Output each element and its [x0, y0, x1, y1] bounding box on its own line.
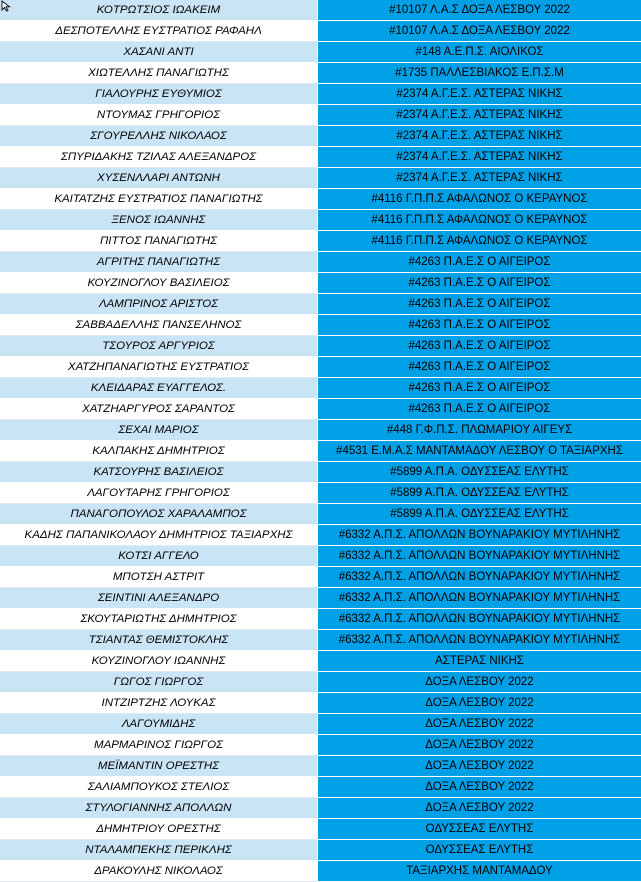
player-name-cell[interactable]: ΣΚΟΥΤΑΡΙΩΤΗΣ ΔΗΜΗΤΡΙΟΣ: [0, 609, 318, 630]
club-name-cell[interactable]: #6332 Α.Π.Σ. ΑΠΟΛΛΩΝ ΒΟΥΝΑΡΑΚΙΟΥ ΜΥΤΙΛΗΝΗΣ: [318, 546, 641, 567]
club-name-cell[interactable]: #5899 Α.Π.Α. ΟΔΥΣΣΕΑΣ ΕΛΥΤΗΣ: [318, 483, 641, 504]
table-row[interactable]: [0, 399, 641, 420]
table-row[interactable]: [0, 147, 641, 168]
club-name-cell[interactable]: #2374 Α.Γ.Ε.Σ. ΑΣΤΕΡΑΣ ΝΙΚΗΣ: [318, 147, 641, 168]
club-name-cell[interactable]: #1735 ΠΑΛΛΕΣΒΙΑΚΟΣ Ε.Π.Σ.Μ: [318, 63, 641, 84]
table-row[interactable]: [0, 252, 641, 273]
club-name-cell[interactable]: #4263 Π.Α.Ε.Σ Ο ΑΙΓΕΙΡΟΣ: [318, 399, 641, 420]
table-row[interactable]: [0, 315, 641, 336]
club-name-cell[interactable]: ΤΑΞΙΑΡΧΗΣ ΜΑΝΤΑΜΑΔΟΥ: [318, 861, 641, 882]
table-row[interactable]: [0, 210, 641, 231]
table-row[interactable]: [0, 336, 641, 357]
player-name-cell[interactable]: ΙΝΤΖΙΡΤΖΗΣ ΛΟΥΚΑΣ: [0, 693, 318, 714]
player-name-cell[interactable]: ΣΑΒΒΑΔΕΛΛΗΣ ΠΑΝΣΕΛΗΝΟΣ: [0, 315, 318, 336]
club-name-cell[interactable]: #4263 Π.Α.Ε.Σ Ο ΑΙΓΕΙΡΟΣ: [318, 336, 641, 357]
club-name-cell[interactable]: ΔΟΞΑ ΛΕΣΒΟΥ 2022: [318, 693, 641, 714]
table-row[interactable]: [0, 42, 641, 63]
table-row[interactable]: [0, 231, 641, 252]
player-name-cell[interactable]: ΣΤΥΛΟΓΙΑΝΝΗΣ ΑΠΟΛΛΩΝ: [0, 798, 318, 819]
mouse-pointer-icon: [1, 0, 11, 12]
player-name-cell[interactable]: ΧΙΩΤΕΛΛΗΣ ΠΑΝΑΓΙΩΤΗΣ: [0, 63, 318, 84]
club-name-cell[interactable]: ΑΣΤΕΡΑΣ ΝΙΚΗΣ: [318, 651, 641, 672]
table-row[interactable]: [0, 420, 641, 441]
table-row[interactable]: [0, 840, 641, 861]
club-name-cell[interactable]: #4116 Γ.Π.Π.Σ ΑΦΑΛΩΝΟΣ Ο ΚΕΡΑΥΝΟΣ: [318, 210, 641, 231]
table-row[interactable]: [0, 588, 641, 609]
table-row[interactable]: [0, 525, 641, 546]
player-name-cell[interactable]: ΜΕΪΜΑΝΤΙΝ ΟΡΕΣΤΗΣ: [0, 756, 318, 777]
table-row[interactable]: [0, 714, 641, 735]
player-name-cell[interactable]: ΣΕΙΝΤΙΝΙ ΑΛΕΞΑΝΔΡΟ: [0, 588, 318, 609]
table-row[interactable]: [0, 273, 641, 294]
player-name-cell[interactable]: ΣΓΟΥΡΕΛΛΗΣ ΝΙΚΟΛΑΟΣ: [0, 126, 318, 147]
table-row[interactable]: [0, 21, 641, 42]
player-name-cell[interactable]: ΚΑΙΤΑΤΖΗΣ ΕΥΣΤΡΑΤΙΟΣ ΠΑΝΑΓΙΩΤΗΣ: [0, 189, 318, 210]
player-name-cell[interactable]: ΓΩΓΟΣ ΓΙΩΡΓΟΣ: [0, 672, 318, 693]
player-name-cell[interactable]: ΧΑΣΑΝΙ ΑΝΤΙ: [0, 42, 318, 63]
table-row[interactable]: [0, 777, 641, 798]
table-row[interactable]: [0, 441, 641, 462]
club-name-cell[interactable]: #6332 Α.Π.Σ. ΑΠΟΛΛΩΝ ΒΟΥΝΑΡΑΚΙΟΥ ΜΥΤΙΛΗΝΗΣ: [318, 588, 641, 609]
club-name-cell[interactable]: #4116 Γ.Π.Π.Σ ΑΦΑΛΩΝΟΣ Ο ΚΕΡΑΥΝΟΣ: [318, 231, 641, 252]
player-name-cell[interactable]: ΔΕΣΠΟΤΕΛΛΗΣ ΕΥΣΤΡΑΤΙΟΣ ΡΑΦΑΗΛ: [0, 21, 318, 42]
club-name-cell[interactable]: ΔΟΞΑ ΛΕΣΒΟΥ 2022: [318, 672, 641, 693]
club-name-cell[interactable]: #10107 Λ.Α.Σ ΔΟΞΑ ΛΕΣΒΟΥ 2022: [318, 0, 641, 21]
player-name-cell[interactable]: ΛΑΓΟΥΤΑΡΗΣ ΓΡΗΓΟΡΙΟΣ: [0, 483, 318, 504]
club-name-cell[interactable]: ΔΟΞΑ ΛΕΣΒΟΥ 2022: [318, 714, 641, 735]
club-name-cell[interactable]: #6332 Α.Π.Σ. ΑΠΟΛΛΩΝ ΒΟΥΝΑΡΑΚΙΟΥ ΜΥΤΙΛΗΝΗΣ: [318, 630, 641, 651]
player-name-cell[interactable]: ΧΑΤΖΗΠΑΝΑΓΙΩΤΗΣ ΕΥΣΤΡΑΤΙΟΣ: [0, 357, 318, 378]
table-row[interactable]: [0, 672, 641, 693]
table-row[interactable]: [0, 798, 641, 819]
club-name-cell[interactable]: #4263 Π.Α.Ε.Σ Ο ΑΙΓΕΙΡΟΣ: [318, 252, 641, 273]
club-name-cell[interactable]: #4263 Π.Α.Ε.Σ Ο ΑΙΓΕΙΡΟΣ: [318, 294, 641, 315]
table-row[interactable]: [0, 756, 641, 777]
club-name-cell[interactable]: ΔΟΞΑ ΛΕΣΒΟΥ 2022: [318, 735, 641, 756]
player-name-cell[interactable]: ΜΠΟΤΣΗ ΑΣΤΡΙΤ: [0, 567, 318, 588]
player-name-cell[interactable]: ΣΕΧΑΙ ΜΑΡΙΟΣ: [0, 420, 318, 441]
player-name-cell[interactable]: ΓΙΑΛΟΥΡΗΣ ΕΥΘΥΜΙΟΣ: [0, 84, 318, 105]
table-row[interactable]: [0, 567, 641, 588]
club-name-cell[interactable]: #6332 Α.Π.Σ. ΑΠΟΛΛΩΝ ΒΟΥΝΑΡΑΚΙΟΥ ΜΥΤΙΛΗΝΗΣ: [318, 609, 641, 630]
club-name-cell[interactable]: #6332 Α.Π.Σ. ΑΠΟΛΛΩΝ ΒΟΥΝΑΡΑΚΙΟΥ ΜΥΤΙΛΗΝΗΣ: [318, 567, 641, 588]
table-row[interactable]: [0, 378, 641, 399]
club-name-cell[interactable]: #4263 Π.Α.Ε.Σ Ο ΑΙΓΕΙΡΟΣ: [318, 378, 641, 399]
player-name-cell[interactable]: ΝΤΑΛΑΜΠΕΚΗΣ ΠΕΡΙΚΛΗΣ: [0, 840, 318, 861]
club-name-cell[interactable]: ΟΔΥΣΣΕΑΣ ΕΛΥΤΗΣ: [318, 819, 641, 840]
table-row[interactable]: [0, 105, 641, 126]
player-name-cell[interactable]: ΤΣΟΥΡΟΣ ΑΡΓΥΡΙΟΣ: [0, 336, 318, 357]
player-name-cell[interactable]: ΔΡΑΚΟΥΛΗΣ ΝΙΚΟΛΑΟΣ: [0, 861, 318, 882]
player-name-cell[interactable]: ΚΟΥΖΙΝΟΓΛΟΥ ΒΑΣΙΛΕΙΟΣ: [0, 273, 318, 294]
club-name-cell[interactable]: ΔΟΞΑ ΛΕΣΒΟΥ 2022: [318, 798, 641, 819]
player-name-cell[interactable]: ΠΙΤΤΟΣ ΠΑΝΑΓΙΩΤΗΣ: [0, 231, 318, 252]
player-name-cell[interactable]: ΣΑΛΙΑΜΠΟΥΚΟΣ ΣΤΕΛΙΟΣ: [0, 777, 318, 798]
club-name-cell[interactable]: #4263 Π.Α.Ε.Σ Ο ΑΙΓΕΙΡΟΣ: [318, 273, 641, 294]
club-name-cell[interactable]: ΔΟΞΑ ΛΕΣΒΟΥ 2022: [318, 777, 641, 798]
table-row[interactable]: [0, 483, 641, 504]
club-name-cell[interactable]: #4116 Γ.Π.Π.Σ ΑΦΑΛΩΝΟΣ Ο ΚΕΡΑΥΝΟΣ: [318, 189, 641, 210]
club-name-cell[interactable]: #2374 Α.Γ.Ε.Σ. ΑΣΤΕΡΑΣ ΝΙΚΗΣ: [318, 105, 641, 126]
club-name-cell[interactable]: #5899 Α.Π.Α. ΟΔΥΣΣΕΑΣ ΕΛΥΤΗΣ: [318, 462, 641, 483]
table-row[interactable]: [0, 819, 641, 840]
table-row[interactable]: [0, 84, 641, 105]
table-row[interactable]: [0, 630, 641, 651]
player-name-cell[interactable]: ΚΑΛΠΑΚΗΣ ΔΗΜΗΤΡΙΟΣ: [0, 441, 318, 462]
table-row[interactable]: [0, 0, 641, 21]
table-row[interactable]: [0, 294, 641, 315]
table-row[interactable]: [0, 462, 641, 483]
player-name-cell[interactable]: ΜΑΡΜΑΡΙΝΟΣ ΓΙΩΡΓΟΣ: [0, 735, 318, 756]
player-name-cell[interactable]: ΝΤΟΥΜΑΣ ΓΡΗΓΟΡΙΟΣ: [0, 105, 318, 126]
club-name-cell[interactable]: #4263 Π.Α.Ε.Σ Ο ΑΙΓΕΙΡΟΣ: [318, 357, 641, 378]
player-name-cell[interactable]: ΧΥΣΕΝΛΛΑΡΙ ΑΝΤΩΝΗ: [0, 168, 318, 189]
club-name-cell[interactable]: #2374 Α.Γ.Ε.Σ. ΑΣΤΕΡΑΣ ΝΙΚΗΣ: [318, 126, 641, 147]
player-name-cell[interactable]: ΠΑΝΑΓΟΠΟΥΛΟΣ ΧΑΡΑΛΑΜΠΟΣ: [0, 504, 318, 525]
player-name-cell[interactable]: ΛΑΓΟΥΜΙΔΗΣ: [0, 714, 318, 735]
table-row[interactable]: [0, 735, 641, 756]
player-name-cell[interactable]: ΑΓΡΙΤΗΣ ΠΑΝΑΓΙΩΤΗΣ: [0, 252, 318, 273]
club-name-cell[interactable]: #148 Α.Ε.Π.Σ. ΑΙΟΛΙΚΟΣ: [318, 42, 641, 63]
club-name-cell[interactable]: #4263 Π.Α.Ε.Σ Ο ΑΙΓΕΙΡΟΣ: [318, 315, 641, 336]
player-name-cell[interactable]: ΧΑΤΖΗΑΡΓΥΡΟΣ ΣΑΡΑΝΤΟΣ: [0, 399, 318, 420]
table-row[interactable]: [0, 357, 641, 378]
table-row[interactable]: [0, 63, 641, 84]
club-name-cell[interactable]: ΟΔΥΣΣΕΑΣ ΕΛΥΤΗΣ: [318, 840, 641, 861]
club-name-cell[interactable]: #448 Γ.Φ.Π.Σ. ΠΛΩΜΑΡΙΟΥ ΑΙΓΕΥΣ: [318, 420, 641, 441]
table-row[interactable]: [0, 126, 641, 147]
player-name-cell[interactable]: ΚΛΕΙΔΑΡΑΣ ΕΥΑΓΓΕΛΟΣ.: [0, 378, 318, 399]
table-row[interactable]: [0, 189, 641, 210]
table-row[interactable]: [0, 693, 641, 714]
club-name-cell[interactable]: #2374 Α.Γ.Ε.Σ. ΑΣΤΕΡΑΣ ΝΙΚΗΣ: [318, 168, 641, 189]
player-name-cell[interactable]: ΛΑΜΠΡΙΝΟΣ ΑΡΙΣΤΟΣ: [0, 294, 318, 315]
player-name-cell[interactable]: ΚΟΥΖΙΝΟΓΛΟΥ ΙΩΑΝΝΗΣ: [0, 651, 318, 672]
player-name-cell[interactable]: ΤΣΙΑΝΤΑΣ ΘΕΜΙΣΤΟΚΛΗΣ: [0, 630, 318, 651]
player-name-cell[interactable]: ΚΟΤΣΙ ΑΓΓΕΛΟ: [0, 546, 318, 567]
player-name-cell[interactable]: ΔΗΜΗΤΡΙΟΥ ΟΡΕΣΤΗΣ: [0, 819, 318, 840]
player-name-cell[interactable]: ΚΑΔΗΣ ΠΑΠΑΝΙΚΟΛΑΟΥ ΔΗΜΗΤΡΙΟΣ ΤΑΞΙΑΡΧΗΣ: [0, 525, 318, 546]
table-row[interactable]: [0, 609, 641, 630]
table-row[interactable]: [0, 504, 641, 525]
player-name-cell[interactable]: ΚΟΤΡΩΤΣΙΟΣ ΙΩΑΚΕΙΜ: [0, 0, 318, 21]
player-name-cell[interactable]: ΣΠΥΡΙΔΑΚΗΣ ΤΖΙΛΑΣ ΑΛΕΞΑΝΔΡΟΣ: [0, 147, 318, 168]
club-name-cell[interactable]: #4531 Ε.Μ.Α.Σ ΜΑΝΤΑΜΑΔΟΥ ΛΕΣΒΟΥ Ο ΤΑΞΙΑΡΧΗΣ: [318, 441, 641, 462]
club-name-cell[interactable]: #5899 Α.Π.Α. ΟΔΥΣΣΕΑΣ ΕΛΥΤΗΣ: [318, 504, 641, 525]
club-name-cell[interactable]: #2374 Α.Γ.Ε.Σ. ΑΣΤΕΡΑΣ ΝΙΚΗΣ: [318, 84, 641, 105]
table-row[interactable]: [0, 168, 641, 189]
player-name-cell[interactable]: ΞΕΝΟΣ ΙΩΑΝΝΗΣ: [0, 210, 318, 231]
table-row[interactable]: [0, 651, 641, 672]
player-name-cell[interactable]: ΚΑΤΣΟΥΡΗΣ ΒΑΣΙΛΕΙΟΣ: [0, 462, 318, 483]
club-name-cell[interactable]: #6332 Α.Π.Σ. ΑΠΟΛΛΩΝ ΒΟΥΝΑΡΑΚΙΟΥ ΜΥΤΙΛΗΝΗΣ: [318, 525, 641, 546]
club-name-cell[interactable]: ΔΟΞΑ ΛΕΣΒΟΥ 2022: [318, 756, 641, 777]
club-name-cell[interactable]: #10107 Λ.Α.Σ ΔΟΞΑ ΛΕΣΒΟΥ 2022: [318, 21, 641, 42]
table-row[interactable]: [0, 546, 641, 567]
